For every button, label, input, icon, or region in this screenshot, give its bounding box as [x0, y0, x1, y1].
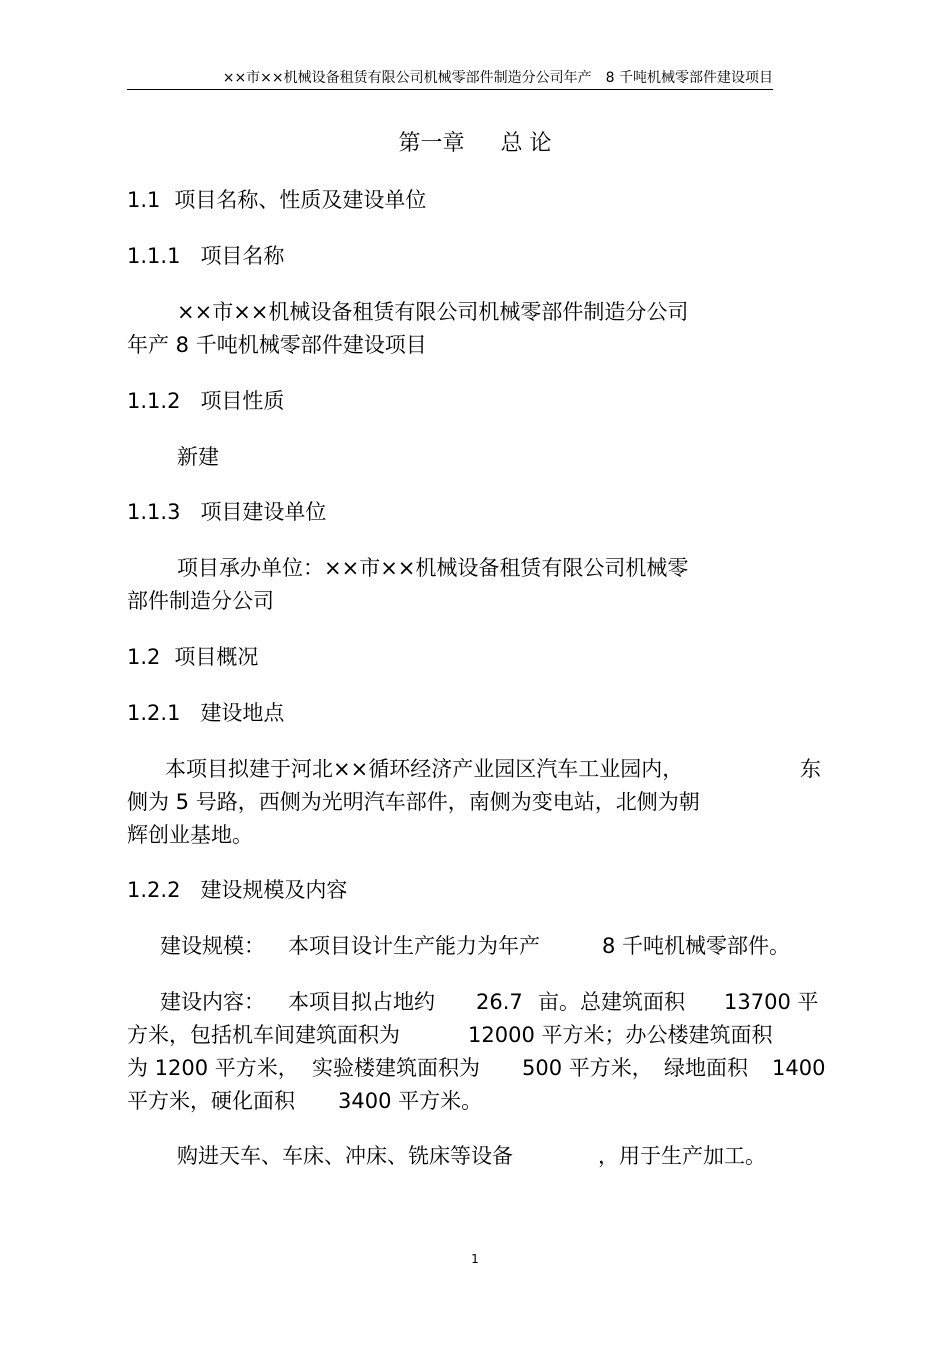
section-number: 1.2.1: [127, 701, 181, 725]
content-line-1c: 亩。总建筑面积: [538, 990, 685, 1014]
content-line-1d: 13700 平: [724, 990, 819, 1014]
section-title: 项目性质: [200, 389, 285, 413]
section-title: 建设规模及内容: [200, 878, 348, 902]
project-nature: 新建: [177, 445, 219, 469]
chapter-name: 总 论: [500, 131, 552, 156]
content-line-3b: 实验楼建筑面积为: [312, 1056, 480, 1080]
section-heading-1-1: [127, 186, 426, 214]
content-line-3d: 绿地面积: [664, 1056, 748, 1080]
content-line-3e: 1400: [772, 1056, 826, 1080]
content-line-4a: 平方米，硬化面积: [127, 1089, 295, 1113]
content-line-2a: 方米，包括机车间建筑面积为: [127, 1023, 400, 1047]
sponsor-line-2: 部件制造分公司: [127, 589, 274, 613]
location-line-2: 侧为 5 号路，西侧为光明汽车部件，南侧为变电站，北侧为朝: [127, 790, 700, 814]
section-number: 1.1.3: [127, 500, 181, 524]
content-line-3c: 500 平方米，: [522, 1056, 653, 1080]
running-header: ××市××机械设备租赁有限公司机械零部件制造分公司年产 8 千吨机械零部件建设项目: [127, 68, 773, 90]
chapter-title: [0, 130, 950, 158]
section-heading-1-2: [127, 643, 258, 671]
section-heading-1-2-2: [127, 876, 347, 904]
scale-label: 建设规模：: [160, 934, 265, 958]
section-number: 1.2.2: [127, 878, 181, 902]
location-line-1b: 东: [800, 757, 821, 781]
location-line-1a: 本项目拟建于河北××循环经济产业园区汽车工业园内，: [165, 757, 684, 781]
section-title: 项目概况: [174, 645, 259, 669]
section-heading-1-2-1: [127, 699, 284, 727]
section-heading-1-1-2: [127, 387, 284, 415]
section-title: 项目建设单位: [200, 500, 327, 524]
section-title: 项目名称、性质及建设单位: [174, 188, 427, 212]
page-number: 1: [471, 1252, 479, 1266]
project-name-line-2: 年产 8 千吨机械零部件建设项目: [127, 333, 427, 357]
project-name-line-1: ××市××机械设备租赁有限公司机械零部件制造分公司: [177, 300, 689, 324]
equipment-line-b: ，用于生产加工。: [598, 1144, 766, 1168]
equipment-line-a: 购进天车、车床、冲床、铣床等设备: [177, 1144, 513, 1168]
section-number: 1.1.1: [127, 244, 181, 268]
scale-text-a: 本项目设计生产能力为年产: [288, 934, 540, 958]
section-number: 1.1: [127, 188, 161, 212]
section-title: 项目名称: [200, 244, 285, 268]
content-line-3a: 为 1200 平方米，: [127, 1056, 299, 1080]
section-heading-1-1-1: [127, 242, 284, 270]
scale-text-b: 8 千吨机械零部件。: [602, 934, 791, 958]
section-number: 1.1.2: [127, 389, 181, 413]
content-line-1b: 26.7: [476, 990, 523, 1014]
section-heading-1-1-3: [127, 498, 326, 526]
content-line-2b: 12000 平方米；办公楼建筑面积: [468, 1023, 773, 1047]
content-line-1a: 本项目拟占地约: [288, 990, 435, 1014]
section-number: 1.2: [127, 645, 161, 669]
chapter-label: 第一章: [398, 131, 465, 156]
location-line-3: 辉创业基地。: [127, 823, 253, 847]
sponsor-line-1: 项目承办单位：××市××机械设备租赁有限公司机械零: [177, 556, 689, 580]
section-title: 建设地点: [200, 701, 285, 725]
content-label: 建设内容：: [160, 990, 265, 1014]
content-line-4b: 3400 平方米。: [338, 1089, 483, 1113]
